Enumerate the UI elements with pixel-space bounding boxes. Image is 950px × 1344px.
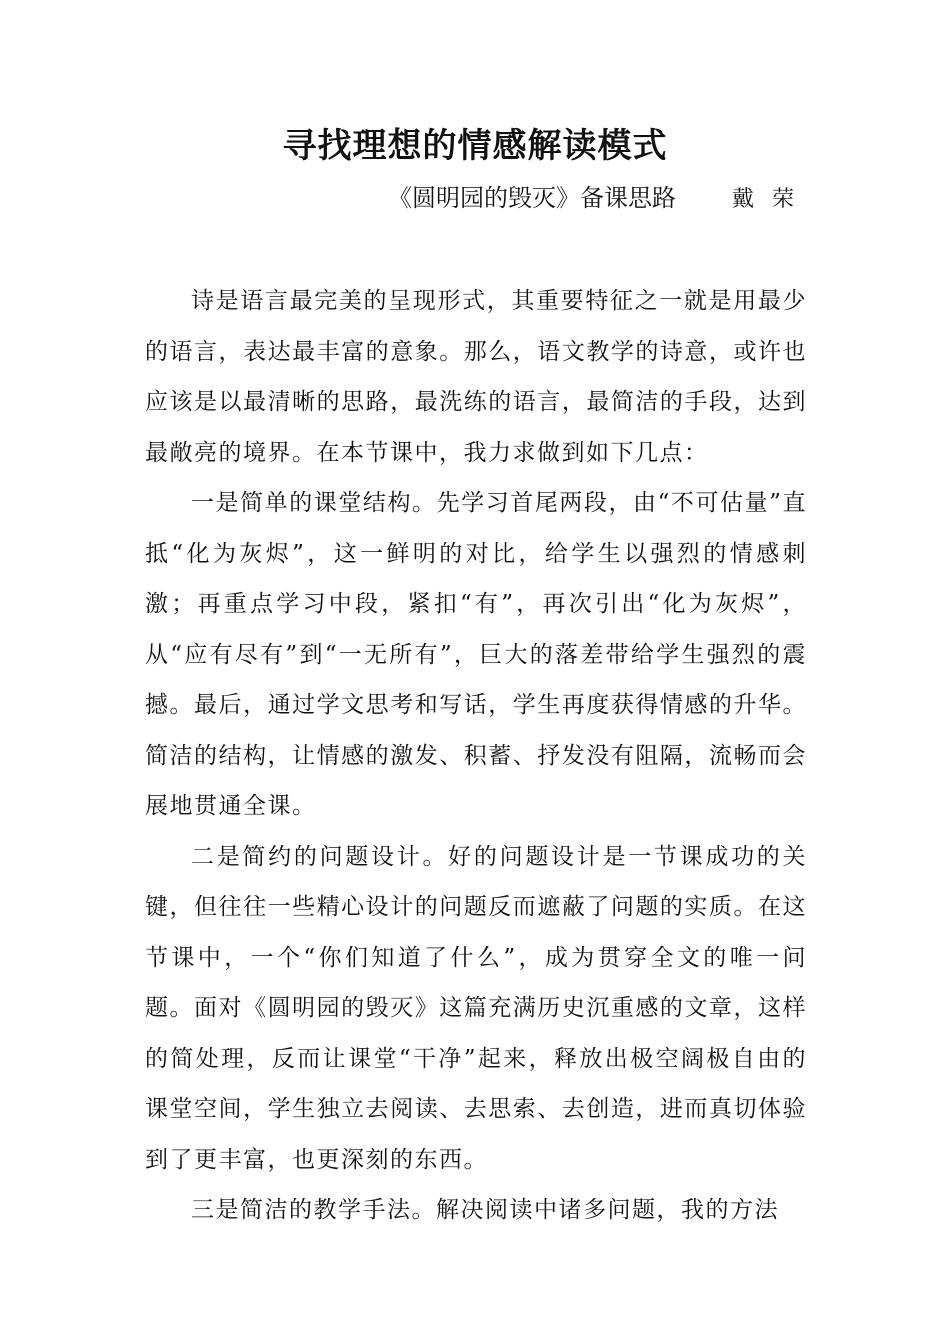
paragraph-point-one: 一是简单的课堂结构。先学习首尾两段，由“不可估量”直抵“化为灰烬”，这一鲜明的对比，给学生以强烈的情感刺激；再重点学习中段，紧扣“有”，再次引出“化为灰烬”，从“应有尽有”到“一无所有”，巨大的落差带给学生强烈的震撼。最后，通过学文思考和写话，学生再度获得情感的升华。简洁的结构，让情感的激发、积蓄、抒发没有阻隔，流畅而会展地贯通全课。: [145, 490, 807, 819]
author-name: 戴荣: [732, 187, 813, 212]
document-body: [145, 276, 807, 1236]
paragraph-intro: 诗是语言最完美的呈现形式，其重要特征之一就是用最少的语言，表达最丰富的意象。那么，语文教学的诗意，或许也应该是以最清晰的思路，最洗练的语言，最简洁的手段，达到最敞亮的境界。在本节课中，我力求做到如下几点：: [145, 288, 807, 466]
paragraph-point-two: 二是简约的问题设计。好的问题设计是一节课成功的关键，但往往一些精心设计的问题反而遮蔽了问题的实质。在这节课中，一个“你们知道了什么”，成为贯穿全文的唯一问题。面对《圆明园的毁灭》这篇充满历史沉重感的文章，这样的简处理，反而让课堂“干净”起来，释放出极空阔极自由的课堂空间，学生独立去阅读、去思索、去创造，进而真切体验到了更丰富，也更深刻的东西。: [145, 843, 807, 1173]
document-title: 寻找理想的情感解读模式: [282, 126, 668, 166]
paragraph-point-three: 三是简洁的教学手法。解决阅读中诸多问题，我的方法: [191, 1197, 779, 1223]
document-subtitle: 《圆明园的毁灭》备课思路: [388, 184, 676, 212]
